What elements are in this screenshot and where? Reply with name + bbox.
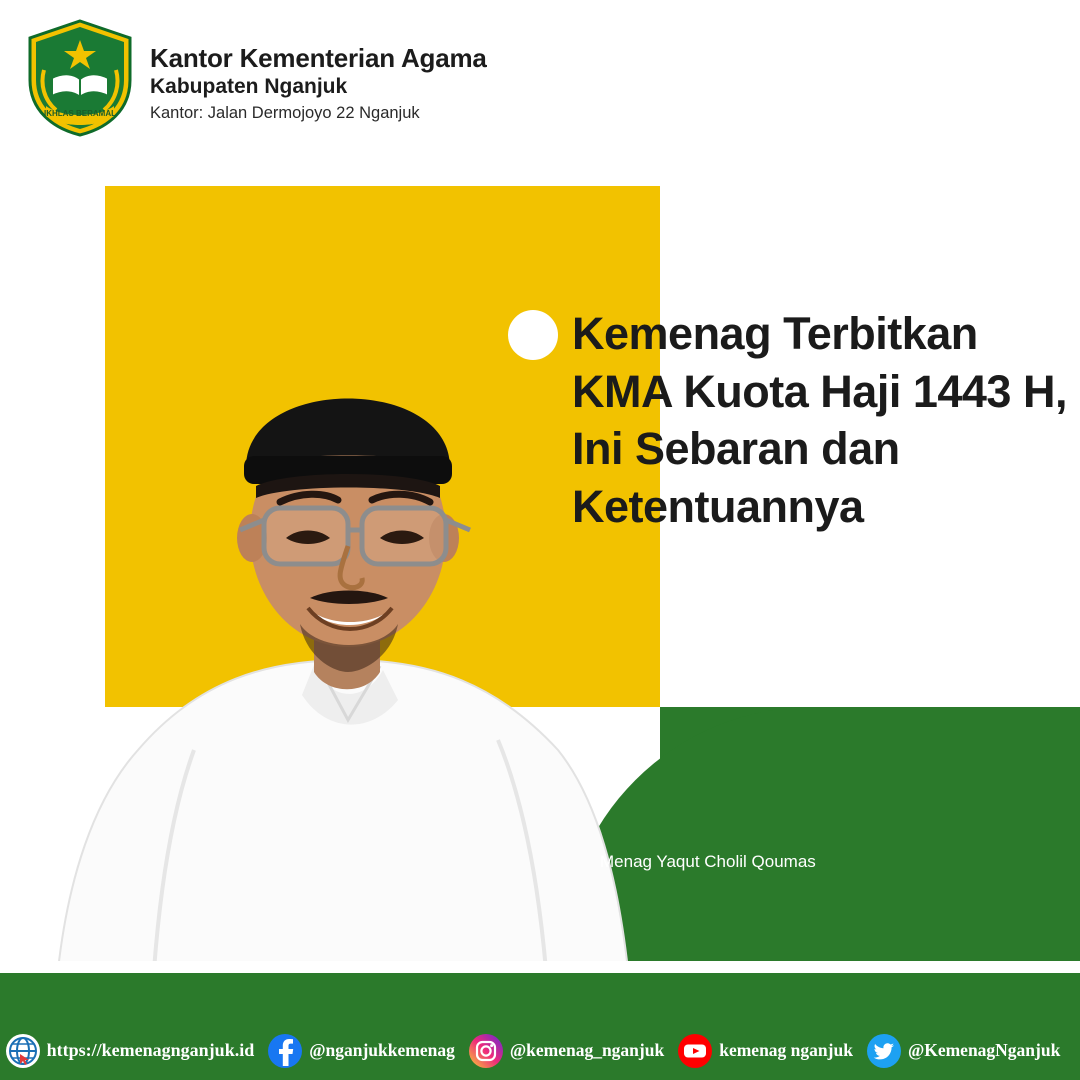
divider-stripe xyxy=(0,961,880,973)
instagram-icon xyxy=(469,1034,503,1068)
header xyxy=(0,0,1080,155)
org-address: Kantor: Jalan Dermojoyo 22 Nganjuk xyxy=(150,103,420,122)
social-link-website[interactable] xyxy=(6,1034,255,1068)
photo-caption: Menag Yaqut Cholil Qoumas xyxy=(600,852,816,871)
social-handle-twitter: @KemenagNganjuk xyxy=(907,1040,1061,1060)
social-handle-website: https://kemenagnganjuk.id xyxy=(46,1040,255,1060)
footer-bar xyxy=(0,973,1080,1080)
org-name: Kantor Kementerian Agama xyxy=(150,43,487,73)
headline: Kemenag Terbitkan KMA Kuota Haji 1443 H, Ini Sebaran dan Ketentuannya xyxy=(572,308,1067,532)
header-text-block xyxy=(150,44,487,122)
youtube-icon xyxy=(678,1034,712,1068)
headline-bullet-dot xyxy=(508,310,558,360)
social-link-facebook[interactable] xyxy=(268,1034,455,1068)
social-handle-instagram: @kemenag_nganjuk xyxy=(509,1040,665,1060)
social-link-youtube[interactable] xyxy=(678,1034,853,1068)
twitter-icon xyxy=(867,1034,901,1068)
facebook-icon xyxy=(268,1034,302,1068)
social-handle-facebook: @nganjukkemenag xyxy=(309,1040,455,1060)
kemenag-emblem-icon xyxy=(22,18,138,138)
social-links-row xyxy=(0,973,1080,1080)
org-region: Kabupaten Nganjuk xyxy=(150,75,348,99)
speaker-photo xyxy=(18,280,658,970)
social-link-twitter[interactable] xyxy=(867,1034,1060,1068)
social-link-instagram[interactable] xyxy=(469,1034,664,1068)
globe-icon xyxy=(6,1034,40,1068)
social-handle-youtube: kemenag nganjuk xyxy=(719,1040,853,1060)
svg-text:IKHLAS BERAMAL: IKHLAS BERAMAL xyxy=(44,109,116,118)
